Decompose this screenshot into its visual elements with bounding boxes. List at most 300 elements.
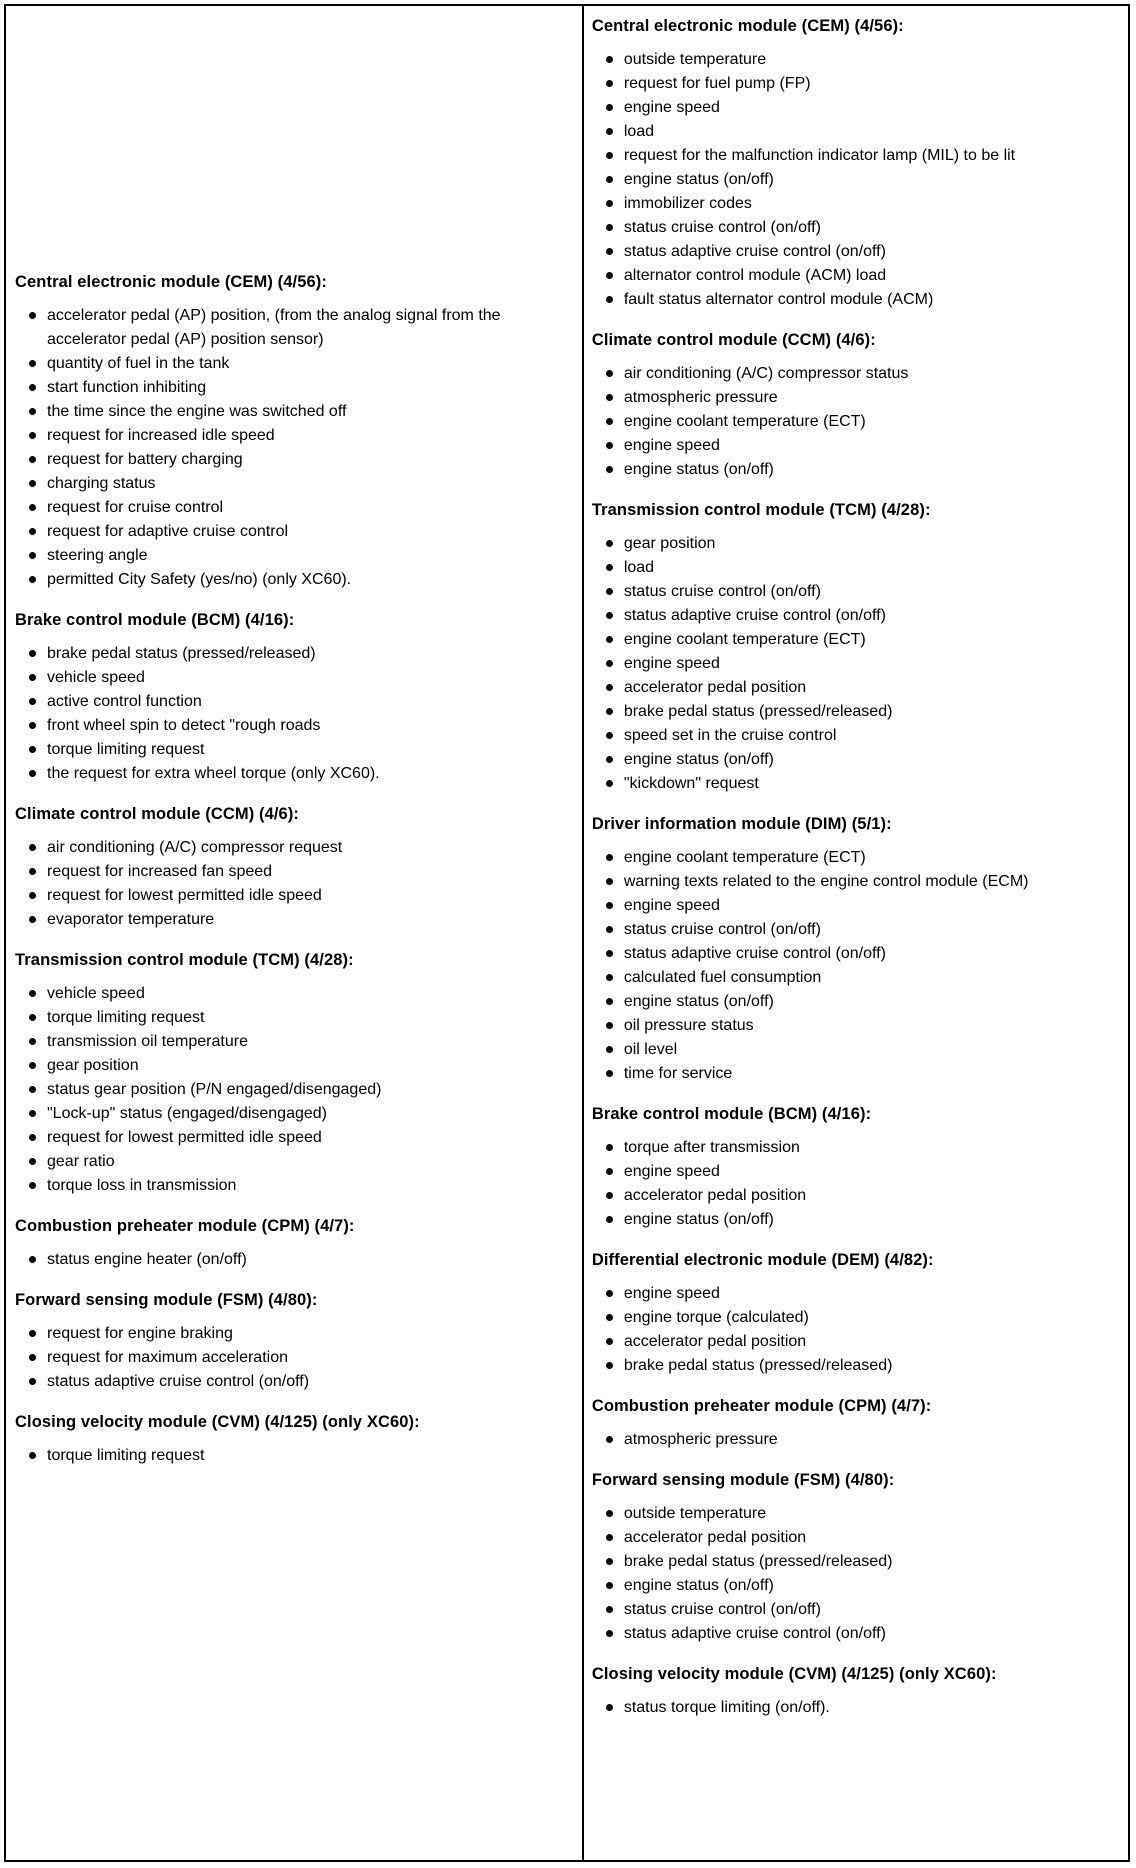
bullet-icon <box>29 576 36 583</box>
bullet-icon <box>29 552 36 559</box>
bullet-icon <box>29 528 36 535</box>
list-item-text: transmission oil temperature <box>47 1033 248 1050</box>
list-item-text: status cruise control (on/off) <box>623 583 821 600</box>
bullet-icon <box>29 1256 36 1263</box>
bullet-icon <box>29 770 36 777</box>
section-title: Forward sensing module (FSM) (4/80): <box>15 1291 318 1309</box>
bullet-icon <box>606 1510 613 1517</box>
list-item-text: request for cruise control <box>47 499 224 516</box>
bullet-icon <box>29 1378 36 1385</box>
bullet-icon <box>606 1192 613 1199</box>
list-item-text: status adaptive cruise control (on/off) <box>623 1625 886 1642</box>
module-section <box>592 812 1120 1086</box>
list-item-text: request for maximum acceleration <box>47 1349 288 1366</box>
list-item-text: torque limiting request <box>47 1447 205 1464</box>
list-item <box>29 1370 572 1394</box>
list-item-text: permitted City Safety (yes/no) (only XC60). <box>47 571 352 588</box>
bullet-icon <box>606 732 613 739</box>
list-item <box>29 1078 572 1102</box>
list-item-text: status adaptive cruise control (on/off) <box>623 607 886 624</box>
list-item <box>29 1322 572 1346</box>
module-section <box>592 1662 1120 1720</box>
list-item <box>606 458 1120 482</box>
list-item-text: brake pedal status (pressed/released) <box>623 703 893 720</box>
list-item-text: outside temperature <box>623 1505 767 1522</box>
list-item <box>29 860 572 884</box>
list-item-text: alternator control module (ACM) load <box>623 267 887 284</box>
section-title: Driver information module (DIM) (5/1): <box>591 815 892 833</box>
list-item <box>29 1248 572 1272</box>
list-item-text: torque after transmission <box>623 1139 800 1156</box>
list-item <box>606 1208 1120 1232</box>
list-item-text: engine coolant temperature (ECT) <box>623 849 866 866</box>
bullet-icon <box>29 892 36 899</box>
bullet-list <box>15 1444 572 1468</box>
module-section <box>592 14 1120 312</box>
module-section <box>15 1288 572 1394</box>
bullet-list <box>592 48 1120 312</box>
bullet-icon <box>29 360 36 367</box>
bullet-list <box>15 836 572 932</box>
bullet-icon <box>606 1436 613 1443</box>
list-item-text: atmospheric pressure <box>623 1431 778 1448</box>
bullet-icon <box>606 1558 613 1565</box>
bullet-icon <box>606 1362 613 1369</box>
list-item-text: oil level <box>623 1041 678 1058</box>
list-item <box>606 918 1120 942</box>
document-page <box>4 4 1130 1862</box>
bullet-icon <box>606 1168 613 1175</box>
list-item-text: load <box>623 559 655 576</box>
list-item-text: immobilizer codes <box>623 195 752 212</box>
list-item <box>606 96 1120 120</box>
bullet-icon <box>606 56 613 63</box>
bullet-icon <box>29 504 36 511</box>
list-item <box>29 400 572 424</box>
list-item <box>606 1354 1120 1378</box>
list-item-text: gear position <box>47 1057 139 1074</box>
bullet-icon <box>29 480 36 487</box>
bullet-icon <box>29 1038 36 1045</box>
list-item <box>29 376 572 400</box>
list-item <box>606 628 1120 652</box>
list-item-text: engine speed <box>623 897 720 914</box>
list-item-text: fault status alternator control module (ACM) <box>623 291 934 308</box>
bullet-icon <box>29 868 36 875</box>
list-item-text: air conditioning (A/C) compressor request <box>47 839 343 856</box>
list-item <box>606 1062 1120 1086</box>
list-item <box>29 520 572 544</box>
list-item <box>606 434 1120 458</box>
bullet-icon <box>606 272 613 279</box>
list-item-text: the request for extra wheel torque (only XC60). <box>47 765 380 782</box>
section-title: Transmission control module (TCM) (4/28): <box>591 501 931 519</box>
bullet-icon <box>29 990 36 997</box>
bullet-list <box>592 1428 1120 1452</box>
list-item <box>606 288 1120 312</box>
bullet-icon <box>606 708 613 715</box>
bullet-list <box>592 362 1120 482</box>
bullet-icon <box>606 370 613 377</box>
list-item <box>29 884 572 908</box>
list-item <box>606 1428 1120 1452</box>
list-item <box>29 738 572 762</box>
list-item <box>606 1014 1120 1038</box>
list-item-text: active control function <box>47 693 202 710</box>
list-item-text: quantity of fuel in the tank <box>47 355 230 372</box>
list-item-text: oil pressure status <box>623 1017 754 1034</box>
bullet-icon <box>606 152 613 159</box>
list-item-text: engine speed <box>623 437 720 454</box>
module-section <box>592 1248 1120 1378</box>
bullet-icon <box>606 1582 613 1589</box>
bullet-icon <box>29 1158 36 1165</box>
bullet-icon <box>606 588 613 595</box>
bullet-icon <box>606 612 613 619</box>
list-item <box>29 908 572 932</box>
bullet-icon <box>606 1606 613 1613</box>
bullet-icon <box>606 466 613 473</box>
list-item <box>29 982 572 1006</box>
list-item-text: engine status (on/off) <box>623 1577 774 1594</box>
list-item <box>606 1526 1120 1550</box>
module-section <box>592 1102 1120 1232</box>
list-item-text: vehicle speed <box>47 669 145 686</box>
list-item <box>606 1038 1120 1062</box>
list-item <box>606 772 1120 796</box>
left-column <box>6 6 584 1860</box>
list-item <box>606 748 1120 772</box>
list-item <box>606 216 1120 240</box>
module-section <box>15 802 572 932</box>
list-item-text: "Lock-up" status (engaged/disengaged) <box>47 1105 327 1122</box>
list-item-text: engine speed <box>623 99 720 116</box>
list-item <box>606 1160 1120 1184</box>
bullet-icon <box>606 1314 613 1321</box>
list-item-text: gear position <box>623 535 716 552</box>
bullet-icon <box>606 854 613 861</box>
bullet-icon <box>606 1070 613 1077</box>
bullet-icon <box>606 926 613 933</box>
section-title: Forward sensing module (FSM) (4/80): <box>591 1471 895 1489</box>
bullet-icon <box>29 844 36 851</box>
list-item-text: status cruise control (on/off) <box>623 1601 821 1618</box>
list-item <box>606 1550 1120 1574</box>
list-item <box>606 1184 1120 1208</box>
bullet-icon <box>29 456 36 463</box>
bullet-icon <box>29 1330 36 1337</box>
list-item-text: time for service <box>623 1065 733 1082</box>
list-item-text: "kickdown" request <box>623 775 759 792</box>
bullet-list <box>592 1696 1120 1720</box>
bullet-icon <box>606 998 613 1005</box>
bullet-icon <box>606 684 613 691</box>
list-item-text: request for lowest permitted idle speed <box>47 887 322 904</box>
list-item <box>606 168 1120 192</box>
section-title: Brake control module (BCM) (4/16): <box>591 1105 872 1123</box>
list-item <box>29 424 572 448</box>
list-item <box>606 1622 1120 1646</box>
list-item-text: engine status (on/off) <box>623 171 774 188</box>
list-item-text: atmospheric pressure <box>623 389 778 406</box>
list-item-text: status gear position (P/N engaged/disengaged) <box>47 1081 382 1098</box>
bullet-icon <box>606 902 613 909</box>
list-item-text: status adaptive cruise control (on/off) <box>623 945 886 962</box>
bullet-icon <box>606 1704 613 1711</box>
bullet-icon <box>606 780 613 787</box>
list-item <box>29 642 572 666</box>
list-item <box>29 1054 572 1078</box>
list-item <box>606 1136 1120 1160</box>
section-title: Closing velocity module (CVM) (4/125) (only XC60): <box>15 1413 420 1431</box>
list-item-text: engine coolant temperature (ECT) <box>623 631 866 648</box>
right-column <box>584 6 1128 1860</box>
list-item-text: request for battery charging <box>47 451 243 468</box>
list-item-text: request for engine braking <box>47 1325 233 1342</box>
list-item <box>29 544 572 568</box>
bullet-icon <box>29 1134 36 1141</box>
bullet-list <box>15 304 572 592</box>
list-item <box>606 1696 1120 1720</box>
bullet-icon <box>29 722 36 729</box>
list-item <box>29 1174 572 1198</box>
list-item-text: accelerator pedal (AP) position, (from the analog signal from the accelerator pedal (AP) position sensor) <box>47 307 501 348</box>
list-item <box>29 472 572 496</box>
bullet-list <box>15 642 572 786</box>
section-title: Climate control module (CCM) (4/6): <box>591 331 876 349</box>
bullet-icon <box>606 128 613 135</box>
list-item-text: request for adaptive cruise control <box>47 523 289 540</box>
list-item-text: accelerator pedal position <box>623 1187 807 1204</box>
section-title: Combustion preheater module (CPM) (4/7): <box>591 1397 932 1415</box>
bullet-icon <box>606 1216 613 1223</box>
list-item <box>29 448 572 472</box>
bullet-icon <box>29 916 36 923</box>
list-item <box>606 532 1120 556</box>
list-item <box>606 894 1120 918</box>
section-title: Closing velocity module (CVM) (4/125) (only XC60): <box>591 1665 997 1683</box>
module-section <box>15 270 572 592</box>
bullet-icon <box>606 1144 613 1151</box>
list-item <box>606 144 1120 168</box>
list-item-text: outside temperature <box>623 51 767 68</box>
list-item-text: engine status (on/off) <box>623 1211 774 1228</box>
bullet-icon <box>29 408 36 415</box>
bullet-icon <box>606 1046 613 1053</box>
list-item-text: engine status (on/off) <box>623 993 774 1010</box>
bullet-icon <box>606 394 613 401</box>
list-item <box>29 690 572 714</box>
list-item <box>606 386 1120 410</box>
list-item-text: status torque limiting (on/off). <box>623 1699 830 1716</box>
list-item <box>29 1126 572 1150</box>
bullet-icon <box>606 540 613 547</box>
bullet-icon <box>29 1014 36 1021</box>
list-item-text: request for increased idle speed <box>47 427 275 444</box>
bullet-icon <box>29 674 36 681</box>
list-item-text: status adaptive cruise control (on/off) <box>47 1373 310 1390</box>
list-item-text: torque limiting request <box>47 741 205 758</box>
bullet-icon <box>606 878 613 885</box>
list-item <box>29 1444 572 1468</box>
list-item <box>606 676 1120 700</box>
bullet-icon <box>29 1062 36 1069</box>
list-item <box>606 1330 1120 1354</box>
list-item <box>29 352 572 376</box>
list-item <box>29 496 572 520</box>
list-item <box>606 966 1120 990</box>
module-section <box>592 1394 1120 1452</box>
list-item-text: engine speed <box>623 1163 720 1180</box>
list-item-text: accelerator pedal position <box>623 1333 807 1350</box>
list-item-text: torque loss in transmission <box>47 1177 237 1194</box>
list-item-text: request for increased fan speed <box>47 863 273 880</box>
list-item <box>29 1102 572 1126</box>
list-item <box>606 264 1120 288</box>
list-item-text: status cruise control (on/off) <box>623 219 821 236</box>
list-item-text: status engine heater (on/off) <box>47 1251 247 1268</box>
list-item-text: speed set in the cruise control <box>623 727 837 744</box>
list-item <box>606 556 1120 580</box>
module-section <box>592 1468 1120 1646</box>
list-item <box>606 362 1120 386</box>
list-item-text: air conditioning (A/C) compressor status <box>623 365 909 382</box>
list-item <box>606 192 1120 216</box>
list-item <box>606 652 1120 676</box>
module-section <box>15 948 572 1198</box>
list-item-text: front wheel spin to detect "rough roads <box>47 717 321 734</box>
list-item <box>606 580 1120 604</box>
bullet-icon <box>606 80 613 87</box>
list-item-text: load <box>623 123 655 140</box>
module-section <box>15 1214 572 1272</box>
list-item <box>606 48 1120 72</box>
list-item <box>606 1282 1120 1306</box>
list-item-text: engine status (on/off) <box>623 461 774 478</box>
bullet-icon <box>606 636 613 643</box>
list-item-text: brake pedal status (pressed/released) <box>623 1357 893 1374</box>
list-item-text: engine status (on/off) <box>623 751 774 768</box>
list-item-text: request for fuel pump (FP) <box>623 75 811 92</box>
bullet-icon <box>606 1534 613 1541</box>
bullet-list <box>15 982 572 1198</box>
list-item <box>606 700 1120 724</box>
list-item-text: charging status <box>47 475 156 492</box>
list-item <box>29 1150 572 1174</box>
bullet-icon <box>606 1290 613 1297</box>
section-title: Climate control module (CCM) (4/6): <box>15 805 300 823</box>
list-item-text: brake pedal status (pressed/released) <box>47 645 316 662</box>
module-section <box>592 328 1120 482</box>
bullet-icon <box>29 698 36 705</box>
bullet-icon <box>29 650 36 657</box>
bullet-list <box>15 1322 572 1394</box>
section-title: Transmission control module (TCM) (4/28): <box>15 951 354 969</box>
list-item-text: accelerator pedal position <box>623 679 807 696</box>
bullet-icon <box>29 1452 36 1459</box>
list-item-text: start function inhibiting <box>47 379 207 396</box>
bullet-list <box>592 1502 1120 1646</box>
bullet-icon <box>606 418 613 425</box>
bullet-icon <box>606 442 613 449</box>
list-item <box>29 1006 572 1030</box>
bullet-icon <box>606 1630 613 1637</box>
list-item-text: engine torque (calculated) <box>623 1309 809 1326</box>
list-item <box>606 1598 1120 1622</box>
bullet-icon <box>606 1338 613 1345</box>
list-item <box>606 240 1120 264</box>
list-item <box>606 1306 1120 1330</box>
bullet-icon <box>606 104 613 111</box>
bullet-list <box>15 1248 572 1272</box>
list-item <box>606 870 1120 894</box>
list-item <box>29 304 572 352</box>
list-item-text: engine coolant temperature (ECT) <box>623 413 866 430</box>
section-title: Central electronic module (CEM) (4/56): <box>15 273 327 291</box>
bullet-icon <box>29 432 36 439</box>
list-item-text: evaporator temperature <box>47 911 215 928</box>
list-item <box>606 120 1120 144</box>
list-item-text: steering angle <box>47 547 148 564</box>
list-item <box>29 568 572 592</box>
list-item <box>29 714 572 738</box>
list-item <box>29 666 572 690</box>
bullet-list <box>592 532 1120 796</box>
list-item-text: engine speed <box>623 655 720 672</box>
list-item <box>29 836 572 860</box>
list-item-text: the time since the engine was switched off <box>47 403 347 420</box>
list-item <box>606 410 1120 434</box>
section-title: Combustion preheater module (CPM) (4/7): <box>15 1217 355 1235</box>
bullet-list <box>592 1282 1120 1378</box>
bullet-icon <box>606 1022 613 1029</box>
list-item-text: request for lowest permitted idle speed <box>47 1129 322 1146</box>
list-item-text: status cruise control (on/off) <box>623 921 821 938</box>
bullet-icon <box>606 224 613 231</box>
bullet-icon <box>606 248 613 255</box>
bullet-list <box>592 1136 1120 1232</box>
bullet-icon <box>29 1110 36 1117</box>
list-item <box>29 762 572 786</box>
bullet-icon <box>29 312 36 319</box>
bullet-icon <box>606 756 613 763</box>
list-item-text: request for the malfunction indicator lamp (MIL) to be lit <box>623 147 1016 164</box>
bullet-list <box>592 846 1120 1086</box>
list-item <box>606 724 1120 748</box>
list-item <box>29 1346 572 1370</box>
section-title: Central electronic module (CEM) (4/56): <box>591 17 904 35</box>
list-item-text: calculated fuel consumption <box>623 969 822 986</box>
list-item <box>606 990 1120 1014</box>
section-title: Differential electronic module (DEM) (4/82): <box>591 1251 934 1269</box>
list-item-text: vehicle speed <box>47 985 145 1002</box>
module-section <box>15 608 572 786</box>
list-item-text: torque limiting request <box>47 1009 205 1026</box>
bullet-icon <box>606 296 613 303</box>
list-item-text: status adaptive cruise control (on/off) <box>623 243 886 260</box>
list-item <box>606 846 1120 870</box>
list-item-text: brake pedal status (pressed/released) <box>623 1553 893 1570</box>
list-item <box>606 604 1120 628</box>
bullet-icon <box>29 1086 36 1093</box>
list-item <box>606 72 1120 96</box>
bullet-icon <box>606 176 613 183</box>
list-item-text: warning texts related to the engine control module (ECM) <box>623 873 1029 890</box>
module-section <box>15 1410 572 1468</box>
list-item <box>606 1502 1120 1526</box>
list-item <box>606 942 1120 966</box>
list-item-text: gear ratio <box>47 1153 115 1170</box>
